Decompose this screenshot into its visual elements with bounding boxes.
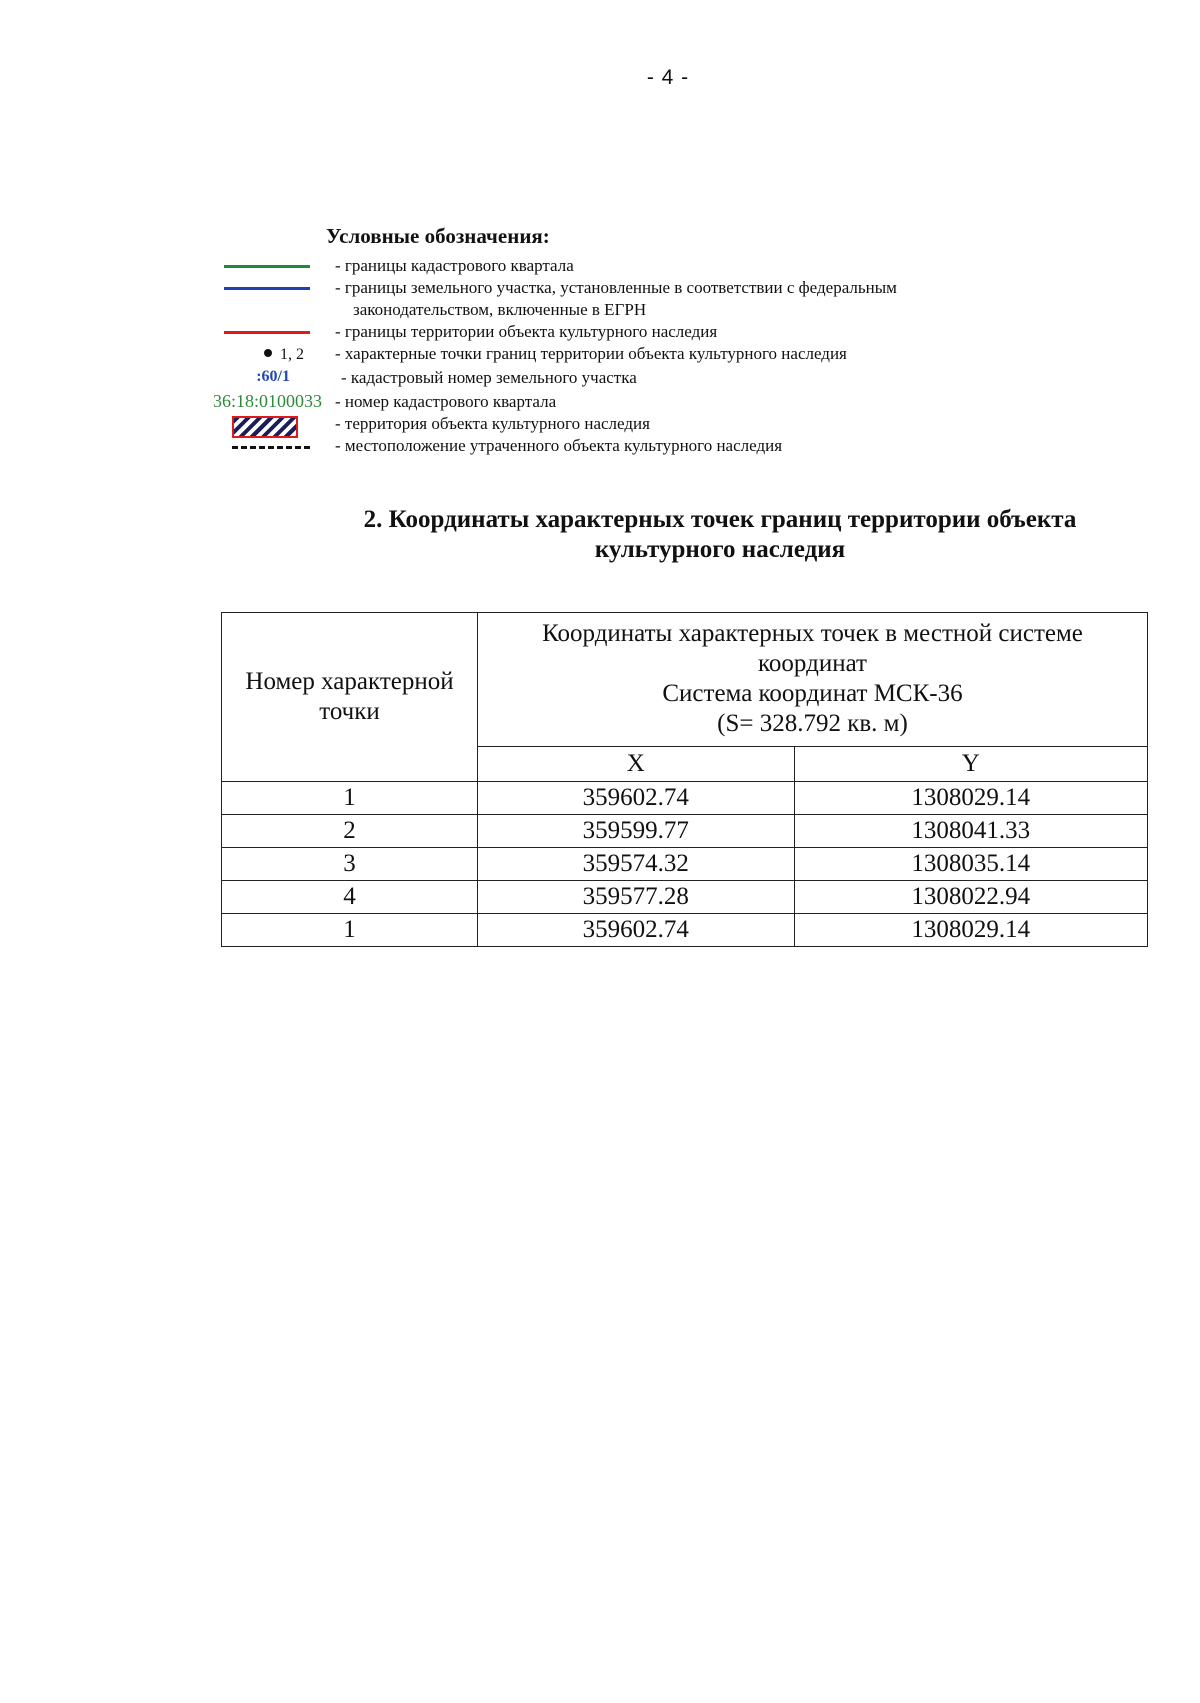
table-row xyxy=(222,815,1148,848)
green-line-symbol xyxy=(160,256,310,278)
legend-text: - территория объекта культурного наследия xyxy=(335,414,650,433)
header-point-number: Номер характерной точки xyxy=(222,613,478,782)
legend-item-cadastral-number xyxy=(160,368,1060,390)
hatched-area-symbol xyxy=(160,414,310,436)
legend-text: - номер кадастрового квартала xyxy=(335,392,557,411)
blue-line-symbol xyxy=(160,278,310,300)
legend-item-heritage-territory xyxy=(160,414,1060,436)
cell-y: 1308029.14 xyxy=(794,914,1147,947)
point-symbol: 1, 2 xyxy=(160,344,310,366)
header-coordinates-group: Координаты характерных точек в местной системе координат Система координат МСК-36 (S= 328.792 кв. м) xyxy=(478,613,1148,747)
cell-y: 1308022.94 xyxy=(794,881,1147,914)
header-y: Y xyxy=(794,746,1147,781)
coordinates-table xyxy=(221,612,1148,947)
cell-point-number: 1 xyxy=(222,914,478,947)
cell-point-number: 4 xyxy=(222,881,478,914)
dot-icon xyxy=(264,349,272,357)
legend-text: - характерные точки границ территории объекта культурного наследия xyxy=(335,344,847,363)
cell-x: 359599.77 xyxy=(478,815,795,848)
section-heading-line2: культурного наследия xyxy=(594,536,846,563)
legend-item-quarter-boundary xyxy=(160,256,1060,278)
legend-text: - границы земельного участка, установленные в соответствии с федеральным xyxy=(335,278,897,297)
table-row xyxy=(222,881,1148,914)
header-x: X xyxy=(478,746,795,781)
dashed-line-symbol xyxy=(160,436,310,458)
legend-text: - кадастровый номер земельного участка xyxy=(341,368,637,387)
legend-item-land-plot-boundary xyxy=(160,278,1060,300)
legend-item-points xyxy=(160,344,1060,366)
cell-point-number: 3 xyxy=(222,848,478,881)
cell-point-number: 1 xyxy=(222,782,478,815)
legend-text: - границы кадастрового квартала xyxy=(335,256,574,275)
cadastral-number-symbol: :60/1 xyxy=(256,368,290,385)
legend-item-quarter-number xyxy=(160,392,1060,414)
cell-y: 1308029.14 xyxy=(794,782,1147,815)
cell-y: 1308041.33 xyxy=(794,815,1147,848)
page-number: - 4 - xyxy=(646,66,690,89)
legend-item-land-plot-boundary-cont xyxy=(160,300,1060,322)
section-heading xyxy=(290,505,1150,565)
table-row xyxy=(222,914,1148,947)
legend-text: законодательством, включенные в ЕГРН xyxy=(353,300,647,319)
legend-text: - границы территории объекта культурного наследия xyxy=(335,322,718,341)
red-line-symbol xyxy=(160,322,310,344)
cell-x: 359574.32 xyxy=(478,848,795,881)
table-row xyxy=(222,782,1148,815)
cell-x: 359602.74 xyxy=(478,914,795,947)
cell-y: 1308035.14 xyxy=(794,848,1147,881)
legend-item-lost-object xyxy=(160,436,1060,458)
section-heading-line1: 2. Координаты характерных точек границ территории объекта xyxy=(363,506,1077,533)
quarter-number-symbol: 36:18:0100033 xyxy=(212,391,322,411)
legend-text: - местоположение утраченного объекта культурного наследия xyxy=(335,436,783,455)
cell-point-number: 2 xyxy=(222,815,478,848)
cell-x: 359602.74 xyxy=(478,782,795,815)
legend-item-heritage-boundary xyxy=(160,322,1060,344)
table-row xyxy=(222,848,1148,881)
cell-x: 359577.28 xyxy=(478,881,795,914)
legend-title: Условные обозначения: xyxy=(326,224,550,248)
